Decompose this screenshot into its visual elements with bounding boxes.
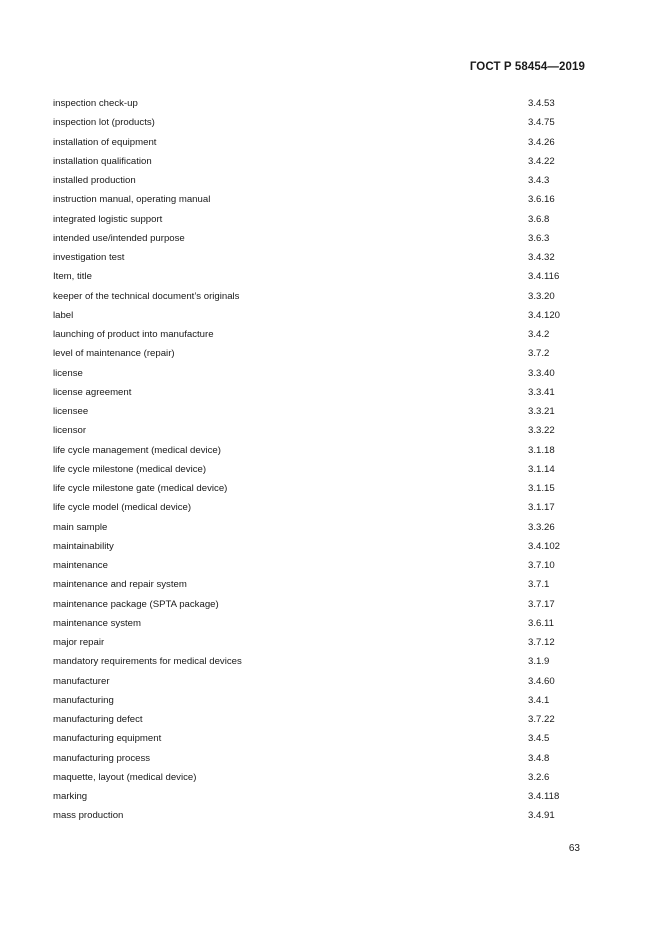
index-term: installed production bbox=[53, 175, 136, 186]
index-reference-number: 3.3.22 bbox=[528, 425, 555, 437]
index-entry bbox=[53, 520, 573, 539]
index-term: maintenance bbox=[53, 560, 108, 571]
index-reference-number: 3.4.32 bbox=[528, 252, 555, 263]
document-standard-header: ГОСТ Р 58454—2019 bbox=[469, 61, 585, 73]
index-entry bbox=[53, 481, 573, 500]
index-entry bbox=[53, 385, 573, 404]
index-reference-number: 3.4.91 bbox=[528, 810, 555, 822]
index-entry bbox=[53, 192, 573, 211]
index-entry bbox=[53, 597, 573, 616]
index-entry bbox=[53, 346, 573, 365]
index-term: manufacturing bbox=[53, 694, 114, 706]
index-term: life cycle milestone gate (medical device) bbox=[53, 483, 228, 494]
index-term: marking bbox=[53, 791, 88, 802]
index-term: instruction manual, operating manual bbox=[53, 194, 211, 206]
index-entry bbox=[53, 289, 573, 308]
index-term: inspection lot (products) bbox=[53, 117, 155, 129]
index-term: integrated logistic support bbox=[53, 213, 163, 225]
index-reference-number: 3.4.116 bbox=[528, 271, 560, 283]
index-entry bbox=[53, 173, 573, 192]
index-term: license agreement bbox=[53, 386, 132, 398]
index-reference-number: 3.1.14 bbox=[528, 463, 555, 475]
index-entry bbox=[53, 577, 573, 596]
index-reference-number: 3.4.3 bbox=[528, 175, 550, 186]
index-entry bbox=[53, 115, 573, 134]
index-entry bbox=[53, 462, 573, 481]
index-term: Item, title bbox=[53, 271, 92, 283]
index-reference-number: 3.4.120 bbox=[528, 309, 561, 321]
index-entry bbox=[53, 366, 573, 385]
index-entry bbox=[53, 250, 573, 269]
index-term: mandatory requirements for medical devices bbox=[53, 656, 242, 668]
index-reference-number: 3.3.26 bbox=[528, 521, 555, 533]
index-reference-number: 3.4.8 bbox=[528, 752, 550, 764]
index-entry bbox=[53, 674, 573, 693]
index-term: manufacturing process bbox=[53, 752, 151, 764]
index-term: maintenance and repair system bbox=[53, 579, 187, 591]
index-term: manufacturing equipment bbox=[53, 733, 162, 745]
index-term: manufacturer bbox=[53, 675, 110, 687]
index-entry bbox=[53, 96, 573, 115]
index-reference-number: 3.7.10 bbox=[528, 560, 555, 571]
index-term: life cycle model (medical device) bbox=[53, 502, 192, 514]
index-term: main sample bbox=[53, 521, 108, 533]
index-reference-number: 3.4.22 bbox=[528, 155, 555, 167]
index-reference-number: 3.6.16 bbox=[528, 194, 555, 206]
index-entry bbox=[53, 423, 573, 442]
index-term: licensee bbox=[53, 406, 89, 417]
index-reference-number: 3.4.2 bbox=[528, 329, 550, 340]
index-term: intended use/intended purpose bbox=[53, 232, 185, 244]
index-reference-number: 3.7.2 bbox=[528, 348, 550, 360]
index-reference-number: 3.6.8 bbox=[528, 213, 550, 225]
index-reference-number: 3.4.75 bbox=[528, 117, 555, 129]
index-entry bbox=[53, 731, 573, 750]
index-reference-number: 3.1.15 bbox=[528, 483, 555, 494]
page-number: 63 bbox=[568, 843, 580, 854]
index-reference-number: 3.1.17 bbox=[528, 502, 555, 514]
index-reference-number: 3.7.22 bbox=[528, 714, 555, 725]
index-entry bbox=[53, 770, 573, 789]
index-reference-number: 3.3.40 bbox=[528, 367, 555, 379]
index-reference-number: 3.1.9 bbox=[528, 656, 550, 668]
index-term: major repair bbox=[53, 637, 105, 648]
index-reference-number: 3.2.6 bbox=[528, 771, 550, 783]
index-term: maintainability bbox=[53, 540, 114, 552]
index-reference-number: 3.1.18 bbox=[528, 444, 555, 456]
index-entry bbox=[53, 443, 573, 462]
index-entry bbox=[53, 558, 573, 577]
index-entry bbox=[53, 269, 573, 288]
index-entry bbox=[53, 635, 573, 654]
index-entry bbox=[53, 751, 573, 770]
index-reference-number: 3.3.21 bbox=[528, 406, 555, 417]
index-reference-number: 3.4.5 bbox=[528, 733, 550, 745]
index-term: investigation test bbox=[53, 252, 125, 263]
index-entry bbox=[53, 135, 573, 154]
index-reference-number: 3.6.3 bbox=[528, 232, 550, 244]
index-term: maintenance package (SPTA package) bbox=[53, 598, 219, 610]
index-reference-number: 3.4.102 bbox=[528, 540, 561, 552]
index-term: life cycle management (medical device) bbox=[53, 444, 221, 456]
index-reference-number: 3.4.60 bbox=[528, 675, 555, 687]
term-index-list bbox=[53, 96, 573, 828]
index-reference-number: 3.7.1 bbox=[528, 579, 550, 591]
index-reference-number: 3.3.20 bbox=[528, 290, 555, 302]
index-entry bbox=[53, 654, 573, 673]
index-term: license bbox=[53, 367, 83, 379]
index-entry bbox=[53, 212, 573, 231]
index-term: installation qualification bbox=[53, 155, 152, 167]
index-term: installation of equipment bbox=[53, 136, 157, 148]
index-entry bbox=[53, 231, 573, 250]
index-entry bbox=[53, 500, 573, 519]
index-term: life cycle milestone (medical device) bbox=[53, 463, 207, 475]
index-term: maintenance system bbox=[53, 617, 141, 629]
index-entry bbox=[53, 404, 573, 423]
index-term: level of maintenance (repair) bbox=[53, 348, 175, 360]
index-reference-number: 3.3.41 bbox=[528, 386, 555, 398]
index-entry bbox=[53, 808, 573, 827]
index-entry bbox=[53, 789, 573, 808]
index-term: launching of product into manufacture bbox=[53, 329, 214, 340]
index-reference-number: 3.7.12 bbox=[528, 637, 555, 648]
index-reference-number: 3.4.118 bbox=[528, 791, 560, 802]
index-entry bbox=[53, 712, 573, 731]
index-reference-number: 3.6.11 bbox=[528, 617, 554, 629]
index-entry bbox=[53, 308, 573, 327]
index-term: inspection check-up bbox=[53, 98, 138, 109]
index-entry bbox=[53, 327, 573, 346]
index-entry bbox=[53, 539, 573, 558]
index-term: licensor bbox=[53, 425, 87, 437]
index-reference-number: 3.7.17 bbox=[528, 598, 555, 610]
index-entry bbox=[53, 616, 573, 635]
index-term: keeper of the technical document’s originals bbox=[53, 290, 240, 302]
index-reference-number: 3.4.26 bbox=[528, 136, 555, 148]
index-term: maquette, layout (medical device) bbox=[53, 771, 197, 783]
index-term: manufacturing defect bbox=[53, 714, 143, 725]
index-reference-number: 3.4.53 bbox=[528, 98, 555, 109]
index-entry bbox=[53, 154, 573, 173]
index-term: mass production bbox=[53, 810, 124, 822]
index-reference-number: 3.4.1 bbox=[528, 694, 550, 706]
index-term: label bbox=[53, 309, 74, 321]
index-entry bbox=[53, 693, 573, 712]
